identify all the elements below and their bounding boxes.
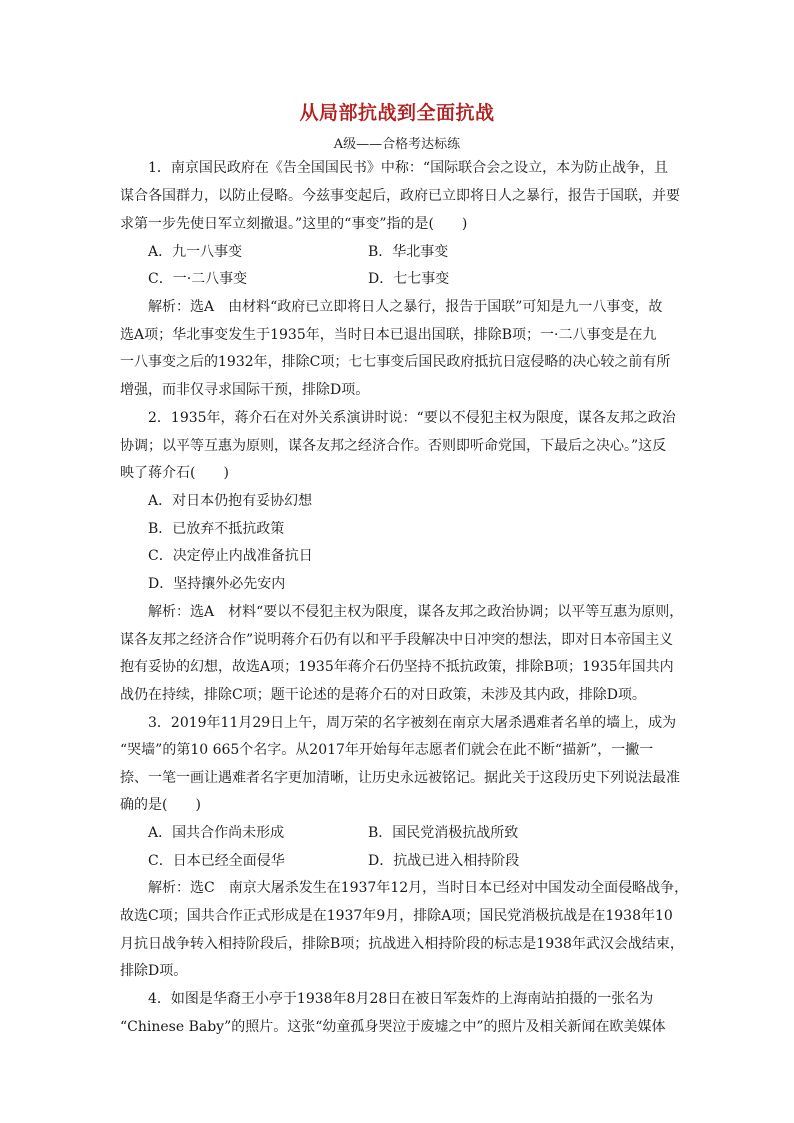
- section-subtitle: A级——合格考达标练: [333, 137, 461, 152]
- q1-analysis-line: 一八事变之后的1932年，排除C项；七七事变后国民政府抵抗日寇侵略的决心较之前有所: [120, 354, 671, 370]
- q4-stem-line: “Chinese Baby”的照片。这张“幼童孤身哭泣于废墟之中”的照片及相关新闻在欧美媒体: [120, 1019, 666, 1035]
- q3-option-c: C．日本已经全面侵华: [148, 853, 285, 869]
- q3-analysis-line: 月抗日战争转入相持阶段后，排除B项；抗战进入相持阶段的标志是1938年武汉会战结束，: [120, 936, 684, 952]
- q2-option-b: B．已放弃不抵抗政策: [148, 521, 285, 537]
- q1-analysis-line: 增强，而非仅寻求国际干预，排除D项。: [120, 382, 370, 398]
- q2-stem-line: 协调；以平等互惠为原则，谋各友邦之经济合作。否则即听命党国，下最后之决心。”这反: [120, 438, 667, 454]
- q2-stem-line: 2．1935年，蒋介石在对外关系演讲时说：“要以不侵犯主权为限度，谋各友邦之政治: [148, 410, 676, 426]
- q1-analysis-line: 选A项；华北事变发生于1935年，当时日本已退出国联，排除B项；一·二八事变是在九: [120, 327, 657, 343]
- q1-option-a: A．九一八事变: [148, 244, 243, 260]
- page-title: 从局部抗战到全面抗战: [299, 102, 495, 124]
- q2-option-d: D．坚持攘外必先安内: [148, 576, 286, 592]
- q2-analysis-line: 谋各友邦之经济合作”说明蒋介石仍有以和平手段解决中日冲突的想法，即对日本帝国主义: [120, 632, 674, 648]
- q2-analysis-line: 解析：选A 材料“要以不侵犯主权为限度，谋各友邦之政治协调；以平等互惠为原则，: [148, 604, 684, 620]
- q2-stem-line: 映了蒋介石( ): [120, 465, 229, 481]
- q3-option-b: B．国民党消极抗战所致: [368, 825, 519, 841]
- q3-option-d: D．抗战已进入相持阶段: [368, 853, 520, 869]
- q3-stem-line: 3．2019年11月29日上午，周万荣的名字被刻在南京大屠杀遇难者名单的墙上，成为: [148, 715, 677, 731]
- q3-analysis-line: 故选C项；国共合作正式形成是在1937年9月，排除A项；国民党消极抗战是在1938年10: [120, 908, 673, 924]
- q1-stem-line: 1．南京国民政府在《告全国国民书》中称：“国际联合会之设立，本为防止战争，且: [148, 160, 669, 176]
- q3-stem-line: 捺、一笔一画让遇难者名字更加清晰，让历史永远被铭记。据此关于这段历史下列说法最准: [120, 770, 680, 786]
- q1-stem-line: 求第一步先使日军立刻撤退。”这里的“事变”指的是( ): [120, 216, 468, 232]
- q1-analysis-line: 解析：选A 由材料“政府已立即将日人之暴行，报告于国联”可知是九一八事变，故: [148, 299, 663, 315]
- q2-analysis-line: 战仍在持续，排除C项；题干论述的是蒋介石的对日政策，未涉及其内政，排除D项。: [120, 687, 646, 703]
- q4-stem-line: 4．如图是华裔王小亭于1938年8月28日在被日军轰炸的上海南站拍摄的一张名为: [148, 991, 654, 1007]
- q1-stem-line: 谋合各国群力，以防止侵略。今兹事变起后，政府已立即将日人之暴行，报告于国联，并要: [120, 188, 680, 204]
- q3-stem-line: “哭墙”的第10 665个名字。从2017年开始每年志愿者们就会在此不断“描新”，一撇一: [120, 742, 654, 758]
- q1-option-c: C．一·二八事变: [148, 271, 248, 287]
- q3-analysis-line: 解析：选C 南京大屠杀发生在1937年12月，当时日本已经对中国发动全面侵略战争，: [148, 880, 689, 896]
- q1-option-b: B．华北事变: [368, 244, 449, 260]
- q1-option-d: D．七七事变: [368, 271, 450, 287]
- q3-analysis-line: 排除D项。: [120, 963, 188, 979]
- q2-option-c: C．决定停止内战准备抗日: [148, 548, 313, 564]
- q3-option-a: A．国共合作尚未形成: [148, 825, 285, 841]
- q2-option-a: A．对日本仍抱有妥协幻想: [148, 493, 313, 509]
- q3-stem-line: 确的是( ): [120, 797, 201, 813]
- q2-analysis-line: 抱有妥协的幻想，故选A项；1935年蒋介石仍坚持不抵抗政策，排除B项；1935年国共内: [120, 659, 674, 675]
